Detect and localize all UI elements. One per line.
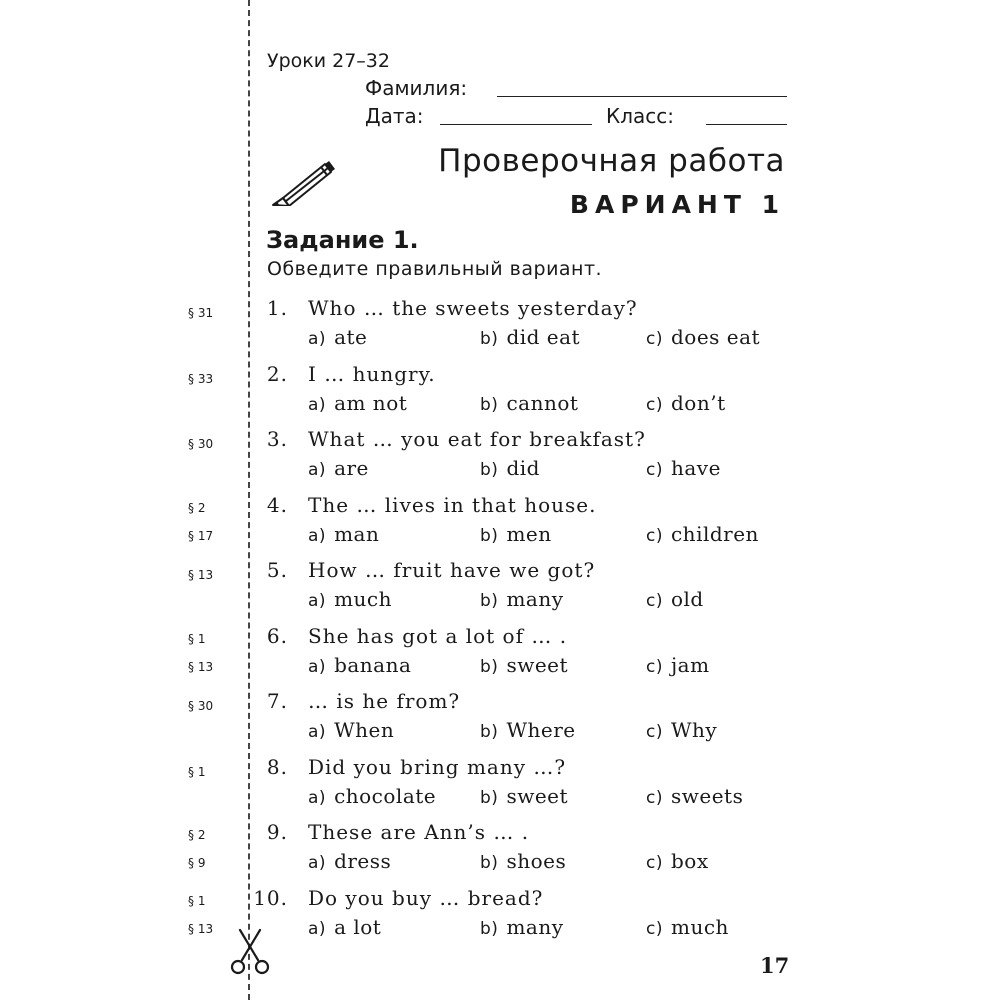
answer-option[interactable]	[646, 522, 759, 546]
option-text: did eat	[506, 325, 581, 349]
option-text: don’t	[670, 391, 726, 415]
grammar-reference: § 1	[188, 765, 206, 779]
option-letter: c)	[646, 591, 663, 611]
answer-option[interactable]	[480, 915, 564, 939]
option-text: dress	[334, 849, 392, 873]
grammar-reference: § 1	[188, 632, 206, 646]
page-number: 17	[760, 953, 790, 978]
question-text: Do you buy … bread?	[308, 886, 544, 910]
answer-option[interactable]	[308, 391, 407, 415]
option-text: Where	[506, 718, 576, 742]
option-text: jam	[670, 653, 710, 677]
option-letter: c)	[646, 788, 663, 808]
option-letter: b)	[480, 329, 499, 349]
option-letter: c)	[646, 919, 663, 939]
question-item	[258, 558, 788, 620]
question-item	[258, 689, 788, 751]
question-item	[258, 362, 788, 424]
answer-option[interactable]	[646, 849, 709, 873]
option-text: cannot	[506, 391, 579, 415]
grammar-reference: § 2	[188, 501, 206, 515]
task-title: Задание 1.	[266, 226, 419, 254]
question-item	[253, 886, 788, 948]
answer-option[interactable]	[308, 718, 394, 742]
option-letter: c)	[646, 657, 663, 677]
answer-option[interactable]	[308, 849, 391, 873]
option-text: sweets	[670, 784, 744, 808]
option-text: box	[670, 849, 709, 873]
option-text: does eat	[670, 325, 761, 349]
answer-option[interactable]	[646, 718, 717, 742]
question-text: I … hungry.	[308, 362, 436, 386]
question-text: She has got a lot of … .	[308, 624, 568, 648]
answer-option[interactable]	[480, 784, 568, 808]
option-letter: a)	[308, 460, 327, 480]
question-number: 3.	[266, 427, 288, 451]
grammar-reference: § 31	[188, 306, 214, 320]
grammar-reference: § 2	[188, 828, 206, 842]
option-text: man	[334, 522, 380, 546]
grammar-reference: § 30	[188, 437, 214, 451]
answer-option[interactable]	[308, 587, 392, 611]
answer-option[interactable]	[480, 391, 578, 415]
grammar-reference: § 13	[188, 660, 214, 674]
class-line[interactable]	[706, 124, 787, 125]
question-item	[258, 624, 788, 686]
question-text: Did you bring many …?	[308, 755, 567, 779]
question-text: These are Ann’s … .	[308, 820, 530, 844]
answer-option[interactable]	[480, 456, 540, 480]
question-number: 10.	[253, 886, 288, 910]
page-title: Проверочная работа	[438, 143, 785, 179]
option-text: chocolate	[334, 784, 437, 808]
option-letter: b)	[480, 526, 499, 546]
option-letter: b)	[480, 919, 499, 939]
option-text: children	[670, 522, 759, 546]
cut-line	[248, 0, 250, 1000]
question-number: 9.	[266, 820, 288, 844]
option-letter: b)	[480, 657, 499, 677]
answer-option[interactable]	[480, 653, 568, 677]
date-line[interactable]	[440, 124, 592, 125]
variant-label: ВАРИАНТ 1	[569, 190, 785, 219]
question-text: What … you eat for breakfast?	[308, 427, 646, 451]
question-text: … is he from?	[308, 689, 461, 713]
option-text: have	[670, 456, 721, 480]
question-item	[258, 820, 788, 882]
option-text: shoes	[506, 849, 567, 873]
answer-option[interactable]	[480, 849, 566, 873]
answer-option[interactable]	[480, 522, 552, 546]
option-text: When	[334, 718, 395, 742]
date-label: Дата:	[365, 104, 424, 128]
answer-option[interactable]	[646, 653, 710, 677]
option-text: old	[670, 587, 704, 611]
answer-option[interactable]	[646, 325, 760, 349]
answer-option[interactable]	[646, 456, 721, 480]
question-text: The … lives in that house.	[308, 493, 597, 517]
answer-option[interactable]	[308, 653, 411, 677]
option-letter: b)	[480, 460, 499, 480]
option-text: banana	[334, 653, 412, 677]
pencil-icon	[265, 148, 337, 206]
question-number: 7.	[266, 689, 288, 713]
option-text: am not	[334, 391, 408, 415]
option-text: are	[334, 456, 369, 480]
option-text: sweet	[506, 784, 569, 808]
grammar-reference: § 17	[188, 529, 214, 543]
grammar-reference: § 13	[188, 922, 214, 936]
answer-option[interactable]	[308, 784, 436, 808]
answer-option[interactable]	[480, 325, 580, 349]
scissors-icon	[228, 928, 272, 976]
option-text: many	[506, 587, 564, 611]
option-letter: a)	[308, 722, 327, 742]
option-letter: a)	[308, 853, 327, 873]
question-number: 4.	[266, 493, 288, 517]
answer-option[interactable]	[308, 456, 369, 480]
option-letter: a)	[308, 591, 327, 611]
grammar-reference: § 33	[188, 372, 214, 386]
answer-option[interactable]	[646, 915, 729, 939]
answer-option[interactable]	[646, 391, 726, 415]
option-letter: c)	[646, 460, 663, 480]
question-number: 5.	[266, 558, 288, 582]
question-number: 6.	[266, 624, 288, 648]
question-number: 2.	[266, 362, 288, 386]
option-text: Why	[670, 718, 718, 742]
option-letter: b)	[480, 853, 499, 873]
answer-option[interactable]	[480, 718, 576, 742]
option-letter: a)	[308, 919, 327, 939]
grammar-reference: § 13	[188, 568, 214, 582]
option-text: much	[334, 587, 392, 611]
answer-option[interactable]	[480, 587, 564, 611]
surname-line[interactable]	[497, 96, 787, 97]
option-letter: a)	[308, 329, 327, 349]
question-item	[258, 493, 788, 555]
option-text: ate	[334, 325, 368, 349]
task-instruction: Обведите правильный вариант.	[267, 258, 603, 280]
surname-label: Фамилия:	[365, 76, 468, 100]
answer-option[interactable]	[646, 784, 743, 808]
grammar-reference: § 1	[188, 894, 206, 908]
option-text: a lot	[334, 915, 382, 939]
option-letter: b)	[480, 788, 499, 808]
option-letter: a)	[308, 657, 327, 677]
option-text: sweet	[506, 653, 569, 677]
option-letter: c)	[646, 722, 663, 742]
option-letter: a)	[308, 788, 327, 808]
option-letter: a)	[308, 395, 327, 415]
question-item	[258, 296, 788, 358]
option-letter: c)	[646, 526, 663, 546]
answer-option[interactable]	[308, 915, 381, 939]
question-number: 8.	[266, 755, 288, 779]
answer-option[interactable]	[646, 587, 704, 611]
option-letter: c)	[646, 329, 663, 349]
class-label: Класс:	[606, 104, 674, 128]
option-letter: b)	[480, 591, 499, 611]
option-text: did	[506, 456, 540, 480]
option-text: men	[506, 522, 552, 546]
question-item	[258, 427, 788, 489]
question-item	[258, 755, 788, 817]
option-letter: b)	[480, 395, 499, 415]
answer-option[interactable]	[308, 522, 379, 546]
option-letter: a)	[308, 526, 327, 546]
option-letter: c)	[646, 395, 663, 415]
grammar-reference: § 30	[188, 699, 214, 713]
option-text: much	[670, 915, 729, 939]
lessons-label: Уроки 27–32	[267, 50, 390, 72]
answer-option[interactable]	[308, 325, 367, 349]
question-number: 1.	[266, 296, 288, 320]
option-text: many	[506, 915, 564, 939]
question-text: How … fruit have we got?	[308, 558, 596, 582]
grammar-reference: § 9	[188, 856, 206, 870]
option-letter: b)	[480, 722, 499, 742]
option-letter: c)	[646, 853, 663, 873]
question-text: Who … the sweets yesterday?	[308, 296, 638, 320]
